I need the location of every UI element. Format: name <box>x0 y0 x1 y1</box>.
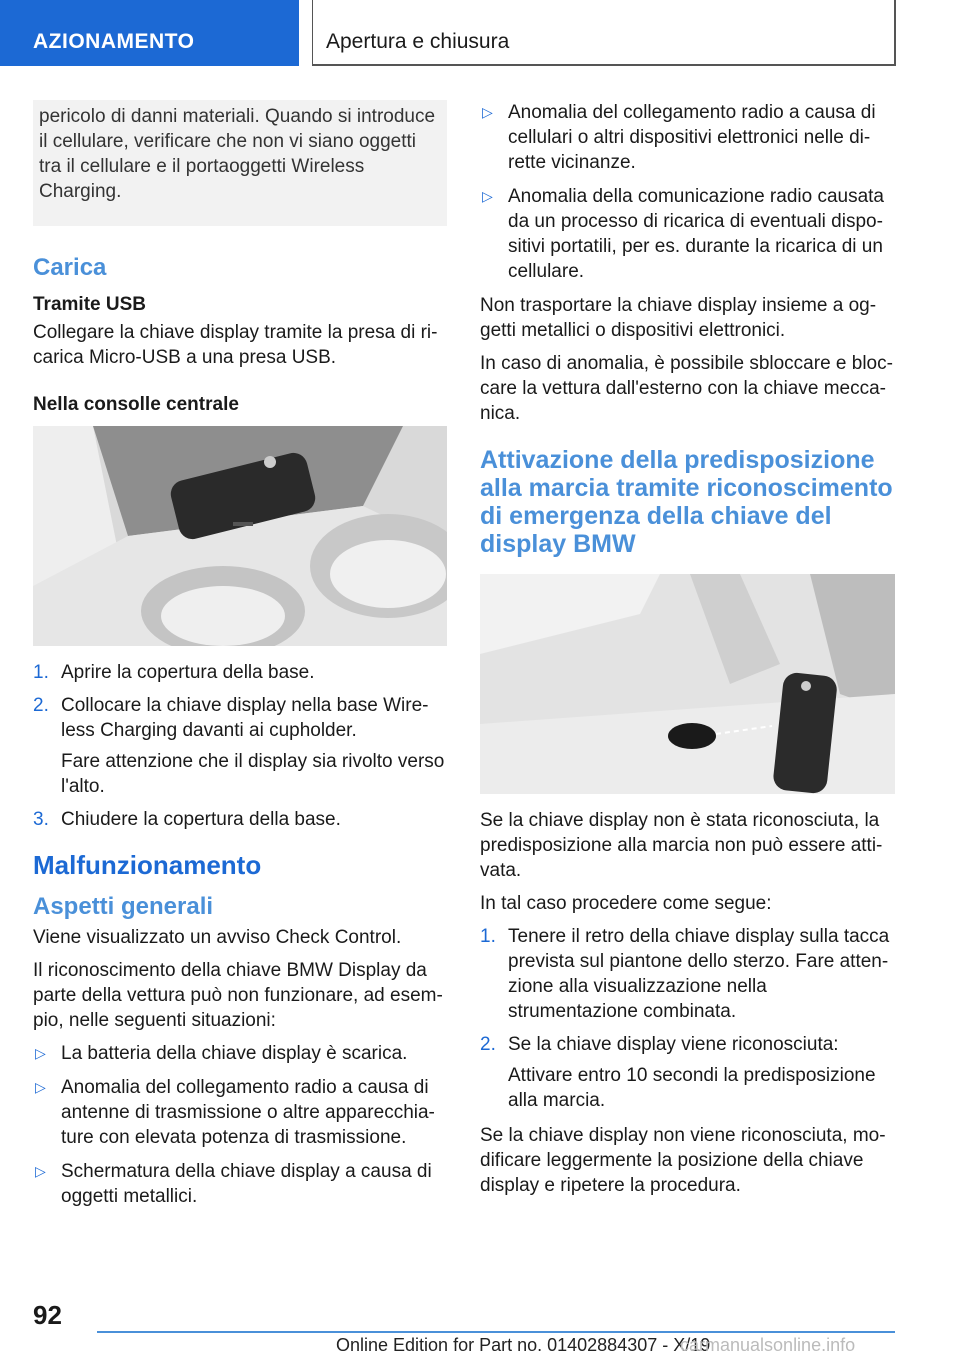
paragraph-usb: Collegare la chiave display tramite la presa di ri-carica Micro-USB a una presa USB. <box>33 322 438 368</box>
step-text: Collocare la chiave display nella base Wire-less Charging davanti ai cupholder. <box>61 695 429 741</box>
section-tab: AZIONAMENTO <box>0 0 299 66</box>
step-number: 1. <box>480 926 496 947</box>
step-number: 3. <box>33 809 49 830</box>
warning-note <box>33 100 447 226</box>
step-text: Aprire la copertura della base. <box>61 662 315 683</box>
right-column <box>480 100 895 1206</box>
list-item <box>33 1075 447 1150</box>
footer-divider <box>97 1331 895 1333</box>
list-item <box>33 1041 447 1066</box>
right-bullet-list <box>480 100 895 284</box>
paragraph-procedure-intro: In tal caso procedere come segue: <box>480 893 772 914</box>
heading-tramite-usb: Tramite USB <box>33 294 146 315</box>
step-number: 2. <box>33 695 49 716</box>
step-extra: Fare attenzione che il display sia rivolto verso l'alto. <box>61 751 445 797</box>
triangle-bullet-icon: ▷ <box>35 1045 46 1061</box>
paragraph-not-recognized: Se la chiave display non è stata riconosciuta, la predisposizione alla marcia non può essere atti-vata. <box>480 810 883 881</box>
left-steps-list <box>33 660 447 832</box>
list-item <box>480 184 895 284</box>
list-item <box>480 1032 895 1113</box>
list-item <box>33 693 447 799</box>
step-extra: Attivare entro 10 secondi la predisposizione alla marcia. <box>508 1065 876 1111</box>
bullet-text: Anomalia della comunicazione radio causata da un processo di ricarica di eventuali dispo-sitivi portatili, per es. durante la ricarica di un cellulare. <box>508 186 885 282</box>
bullet-text: Anomalia del collegamento radio a causa di antenne di trasmissione o altre apparecchia-ture con elevata potenza di trasmissione. <box>61 1077 435 1148</box>
paragraph-no-metal: Non trasportare la chiave display insieme a og-getti metallici o dispositivi elettronici. <box>480 295 877 341</box>
paragraph-retry: Se la chiave display non viene riconosciuta, mo-dificare leggermente la posizione della chiave display e ripetere la procedura. <box>480 1125 886 1196</box>
step-text: Chiudere la copertura della base. <box>61 809 341 830</box>
heading-carica: Carica <box>33 254 107 281</box>
step-text: Se la chiave display viene riconosciuta: <box>508 1034 839 1055</box>
triangle-bullet-icon: ▷ <box>35 1079 46 1095</box>
step-number: 1. <box>33 662 49 683</box>
step-number: 2. <box>480 1034 496 1055</box>
right-steps-list <box>480 924 895 1113</box>
list-item <box>480 924 895 1024</box>
page-header <box>0 0 960 66</box>
left-bullet-list <box>33 1041 447 1209</box>
list-item <box>480 100 895 175</box>
edition-text: Online Edition for Part no. 01402884307 - X/19 <box>336 1335 711 1355</box>
warning-note-text: pericolo di danni materiali. Quando si introduce il cellulare, verificare che non vi siano oggetti tra il cellulare e il portaoggetti Wireless Charging. <box>39 106 436 202</box>
heading-aspetti-generali: Aspetti generali <box>33 893 214 920</box>
list-item <box>33 807 447 832</box>
triangle-bullet-icon: ▷ <box>482 188 493 204</box>
paragraph-mechanical-key: In caso di anomalia, è possibile sbloccare e bloc-care la vettura dall'esterno con la chiave mecca-nica. <box>480 353 893 424</box>
center-console-image <box>33 426 447 646</box>
step-text: Tenere il retro della chiave display sulla tacca prevista sul piantone dello sterzo. Fare atten-zione alla visualizzazione nella strumentazione combinata. <box>508 926 890 1022</box>
heading-emergency-recognition: Attivazione della predisposizione alla marcia tramite riconoscimento di emergenza della chiave del display BMW <box>480 446 893 558</box>
watermark-text: carmanualsonline.info <box>680 1335 856 1355</box>
paragraph-recognition: Il riconoscimento della chiave BMW Display da parte della vettura può non funzionare, ad esem-pio, nelle seguenti situazioni: <box>33 960 443 1031</box>
list-item <box>33 1159 447 1209</box>
bullet-text: Anomalia del collegamento radio a causa di cellulari o altri dispositivi elettronici nelle di-rette vicinanze. <box>508 102 876 173</box>
heading-malfunzionamento: Malfunzionamento <box>33 850 262 880</box>
bullet-text: La batteria della chiave display è scarica. <box>61 1043 408 1064</box>
triangle-bullet-icon: ▷ <box>482 104 493 120</box>
heading-console: Nella consolle centrale <box>33 394 239 415</box>
list-item <box>33 660 447 685</box>
page-number: 92 <box>33 1300 62 1330</box>
bullet-text: Schermatura della chiave display a causa di oggetti metallici. <box>61 1161 432 1207</box>
chapter-title: Apertura e chiusura <box>312 0 896 66</box>
left-column <box>33 100 447 1218</box>
paragraph-check-control: Viene visualizzato un avviso Check Control. <box>33 927 402 948</box>
steering-column-image <box>480 574 895 794</box>
triangle-bullet-icon: ▷ <box>35 1163 46 1179</box>
